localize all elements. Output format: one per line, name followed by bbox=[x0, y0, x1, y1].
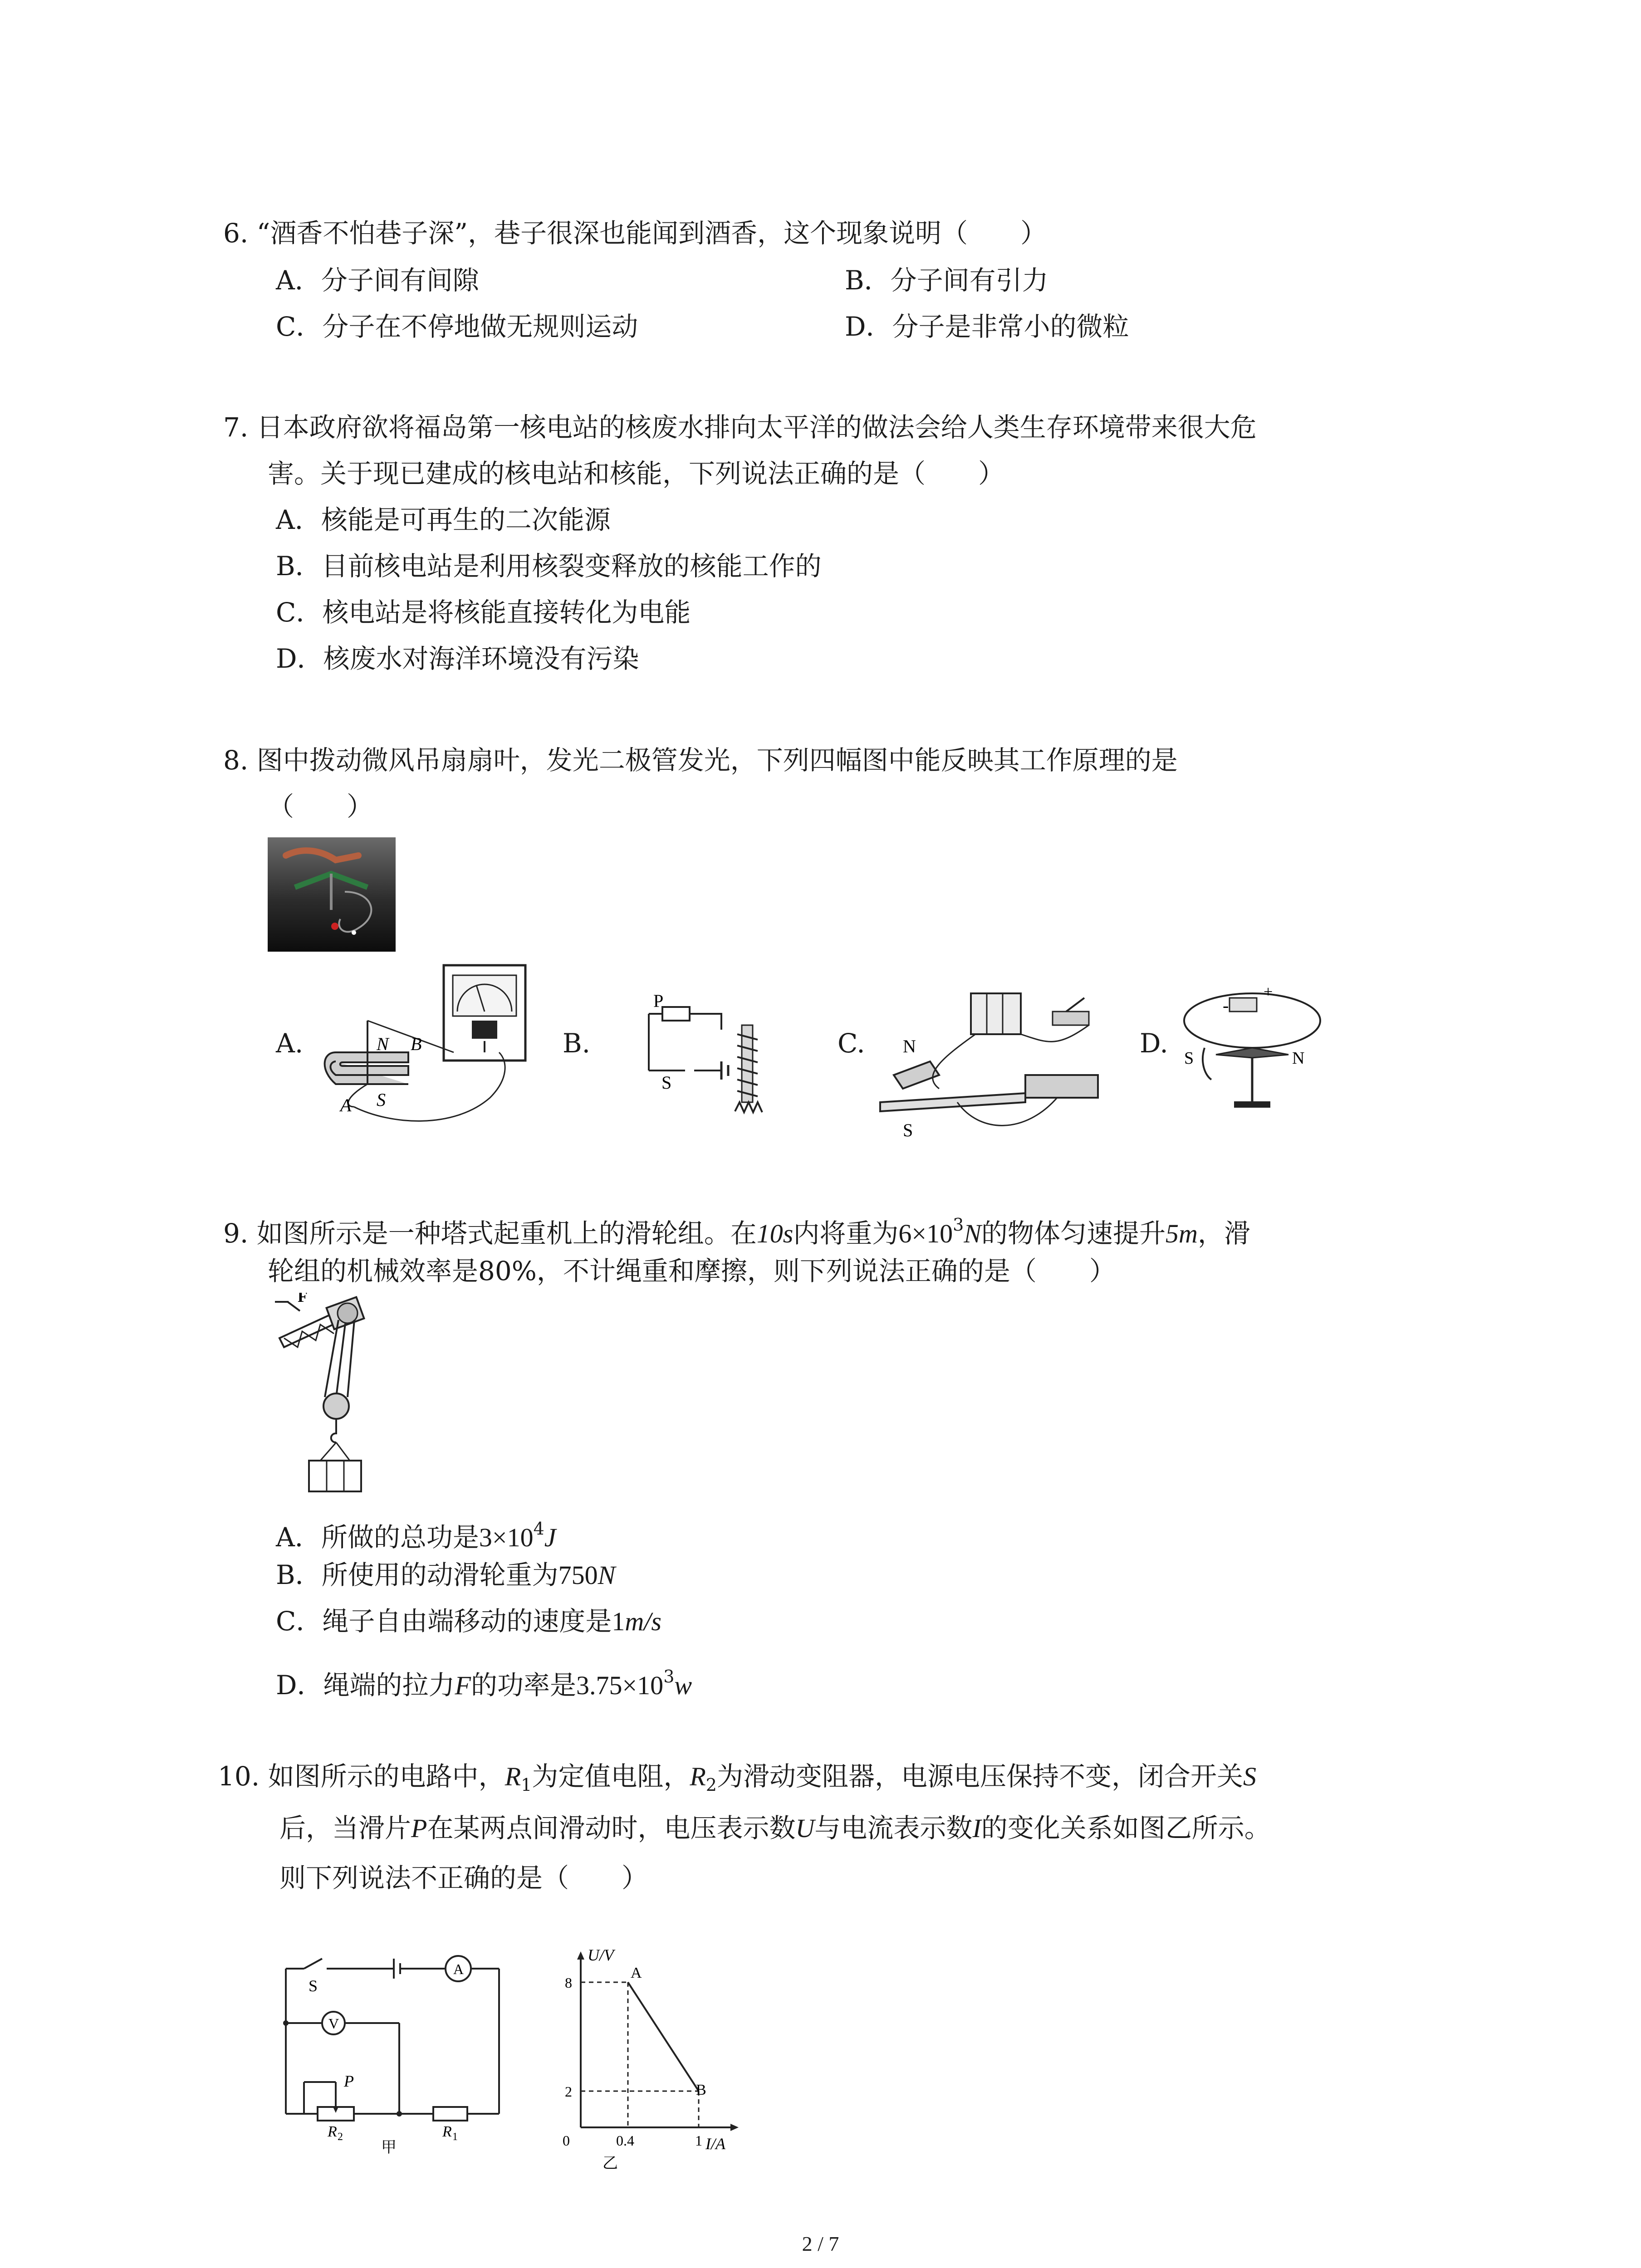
circuit-r2: R bbox=[328, 2123, 337, 2140]
q8-label-b: B. bbox=[563, 1028, 591, 1059]
fan-photo bbox=[268, 837, 396, 952]
q9-d-text2: 的功率是 bbox=[470, 1670, 576, 1701]
q9-option-a bbox=[276, 1512, 556, 1554]
q9-stem-line2: 轮组的机械效率是80%，不计绳重和摩擦，则下列说法正确的是（ ） bbox=[268, 1256, 1116, 1286]
q7-option-c: C．核电站是将核能直接转化为电能 bbox=[276, 597, 691, 628]
q10-r2-sub: 2 bbox=[705, 1775, 717, 1795]
figure-a-b: B bbox=[411, 1034, 422, 1054]
circuit-r1: R bbox=[442, 2123, 452, 2140]
circuit-r1-sub: 1 bbox=[452, 2131, 458, 2143]
q9-a-value: 3×10 bbox=[479, 1523, 534, 1552]
figure-b-s: S bbox=[661, 1072, 672, 1093]
q9-d-unit: w bbox=[674, 1671, 692, 1700]
q10-stem2-b: 在某两点间滑动时，电压表示数 bbox=[427, 1813, 796, 1843]
figure-d-minus: - bbox=[1223, 995, 1229, 1016]
q10-p: P bbox=[411, 1813, 427, 1843]
q6-option-a: A．分子间有间隙 bbox=[276, 265, 479, 296]
q7-option-b: B．目前核电站是利用核裂变释放的核能工作的 bbox=[276, 551, 822, 582]
q9-a-unit: J bbox=[544, 1523, 556, 1552]
figure-c-s: S bbox=[903, 1120, 913, 1140]
circuit-ammeter-label: A bbox=[453, 1961, 464, 1977]
q10-u: U bbox=[795, 1813, 815, 1843]
q6-option-c: C．分子在不停地做无规则运动 bbox=[276, 311, 638, 342]
figure-b-p: P bbox=[653, 991, 664, 1011]
circuit-p: P bbox=[344, 2072, 354, 2090]
q10-stem-line3: 则下列说法不正确的是（ ） bbox=[279, 1862, 648, 1893]
graph-x-label: I/A bbox=[705, 2135, 725, 2153]
figure-c-n: N bbox=[903, 1036, 916, 1056]
figure-q10-ui-graph bbox=[549, 1946, 749, 2173]
q8-label-a: A. bbox=[276, 1028, 304, 1059]
graph-y-label: U/V bbox=[588, 1946, 614, 1964]
q6-stem: 6. “酒香不怕巷子深”，巷子很深也能闻到酒香，这个现象说明（ ） bbox=[223, 218, 1047, 249]
graph-x-arrow bbox=[730, 2124, 739, 2131]
q10-stem1-c: 为滑动变阻器，电源电压保持不变，闭合开关 bbox=[716, 1761, 1243, 1792]
figure-q10-circuit bbox=[277, 1950, 513, 2155]
figure-a-a: A bbox=[340, 1095, 352, 1115]
q9-stem-part-c: 的物体匀速提升 bbox=[981, 1218, 1166, 1249]
q9-stem-part-b: 内将重为 bbox=[793, 1218, 899, 1249]
q9-option-d bbox=[276, 1660, 692, 1702]
figure-d-s: S bbox=[1184, 1049, 1194, 1068]
figure-a-galvanometer bbox=[318, 962, 535, 1143]
q10-stem1-a: 10. 如图所示的电路中， bbox=[218, 1761, 505, 1792]
q10-stem-line2 bbox=[279, 1812, 1271, 1845]
circuit-voltmeter-label: V bbox=[328, 2015, 339, 2032]
graph-tick-x04: 0.4 bbox=[616, 2132, 634, 2149]
graph-origin: 0 bbox=[563, 2132, 570, 2149]
q7-stem-line2: 害。关于现已建成的核电站和核能，下列说法正确的是（ ） bbox=[268, 458, 1005, 489]
q9-b-unit: N bbox=[598, 1560, 616, 1590]
q9-weight: 6×10 bbox=[898, 1219, 953, 1248]
q10-stem2-a: 后，当滑片 bbox=[279, 1813, 411, 1843]
q9-height: 5m bbox=[1165, 1219, 1198, 1248]
figure-d-n: N bbox=[1292, 1049, 1305, 1068]
q9-c-text: C．绳子自由端移动的速度是 bbox=[276, 1606, 612, 1637]
q7-option-a: A．核能是可再生的二次能源 bbox=[276, 504, 611, 535]
figure-q9-f: F bbox=[298, 1293, 308, 1305]
q9-stem-part-a: 9. 如图所示是一种塔式起重机上的滑轮组。在 bbox=[223, 1218, 757, 1249]
graph-tick-x1: 1 bbox=[695, 2132, 702, 2149]
circuit-r2-sub: 2 bbox=[338, 2131, 343, 2143]
graph-point-a: A bbox=[631, 1965, 642, 1981]
q9-weight-exp: 3 bbox=[953, 1215, 964, 1235]
graph-tick-y8: 8 bbox=[565, 1975, 572, 1991]
circuit-s: S bbox=[309, 1977, 318, 1995]
q10-r2: R bbox=[690, 1762, 706, 1791]
q7-stem-line1: 7. 日本政府欲将福岛第一核电站的核废水排向太平洋的做法会给人类生存环境带来很大危 bbox=[223, 412, 1257, 443]
q10-i: I bbox=[972, 1813, 981, 1843]
q9-d-text1: D．绳端的拉力 bbox=[276, 1670, 455, 1701]
q10-s: S bbox=[1243, 1762, 1256, 1791]
graph-caption: 乙 bbox=[603, 2155, 618, 2172]
q7-option-d: D．核废水对海洋环境没有污染 bbox=[276, 643, 639, 674]
q9-time: 10s bbox=[756, 1219, 794, 1248]
figure-d-compass bbox=[1180, 980, 1325, 1120]
q9-d-value: 3.75×10 bbox=[576, 1671, 664, 1700]
q10-stem2-d: 的变化关系如图乙所示。 bbox=[981, 1813, 1271, 1843]
graph-tick-y2: 2 bbox=[565, 2083, 572, 2100]
q9-a-text: A．所做的总功是 bbox=[276, 1522, 479, 1553]
q9-stem-line1 bbox=[223, 1208, 1250, 1250]
q10-stem2-c: 与电流表示数 bbox=[814, 1813, 973, 1843]
q9-b-value: 750 bbox=[558, 1560, 598, 1590]
q9-d-f: F bbox=[455, 1671, 471, 1700]
figure-a-s: S bbox=[377, 1090, 386, 1110]
q9-option-b bbox=[276, 1559, 615, 1592]
fan-photo-illustration bbox=[268, 837, 396, 952]
q9-stem-part-d: ，滑 bbox=[1197, 1218, 1250, 1249]
q9-b-text: B．所使用的动滑轮重为 bbox=[276, 1559, 558, 1590]
q10-r1-sub: 1 bbox=[521, 1775, 532, 1795]
graph-point-b: B bbox=[696, 2082, 706, 2098]
graph-line-ab bbox=[628, 1982, 699, 2091]
q8-label-d: D. bbox=[1140, 1028, 1168, 1059]
graph-y-arrow bbox=[577, 1951, 584, 1960]
circuit-caption: 甲 bbox=[381, 2139, 397, 2155]
q9-d-exp: 3 bbox=[663, 1667, 675, 1686]
figure-c-motor-rails bbox=[876, 984, 1112, 1157]
figure-d-plus: + bbox=[1264, 982, 1273, 1001]
figure-a-n: N bbox=[377, 1034, 389, 1054]
q8-stem-line2: （ ） bbox=[268, 791, 373, 822]
q10-stem1-b: 为定值电阻， bbox=[532, 1761, 690, 1792]
q9-option-c bbox=[276, 1605, 661, 1638]
q6-option-b: B．分子间有引力 bbox=[845, 265, 1048, 296]
page-number: 2 / 7 bbox=[802, 2232, 839, 2255]
q10-r1: R bbox=[505, 1762, 521, 1791]
q10-stem-line1 bbox=[218, 1760, 1256, 1801]
q9-c-value: 1 bbox=[612, 1607, 625, 1636]
q8-stem-line1: 8. 图中拨动微风吊扇扇叶，发光二极管发光，下列四幅图中能反映其工作原理的是 bbox=[223, 745, 1178, 776]
q9-c-unit: m/s bbox=[625, 1607, 661, 1636]
q8-label-c: C. bbox=[838, 1028, 865, 1059]
figure-q9-crane-pulley bbox=[270, 1293, 375, 1497]
figure-b-electromagnet bbox=[603, 989, 776, 1134]
q9-weight-unit: N bbox=[964, 1219, 981, 1248]
q6-option-d: D．分子是非常小的微粒 bbox=[845, 311, 1129, 342]
q9-a-exp: 4 bbox=[533, 1519, 544, 1539]
